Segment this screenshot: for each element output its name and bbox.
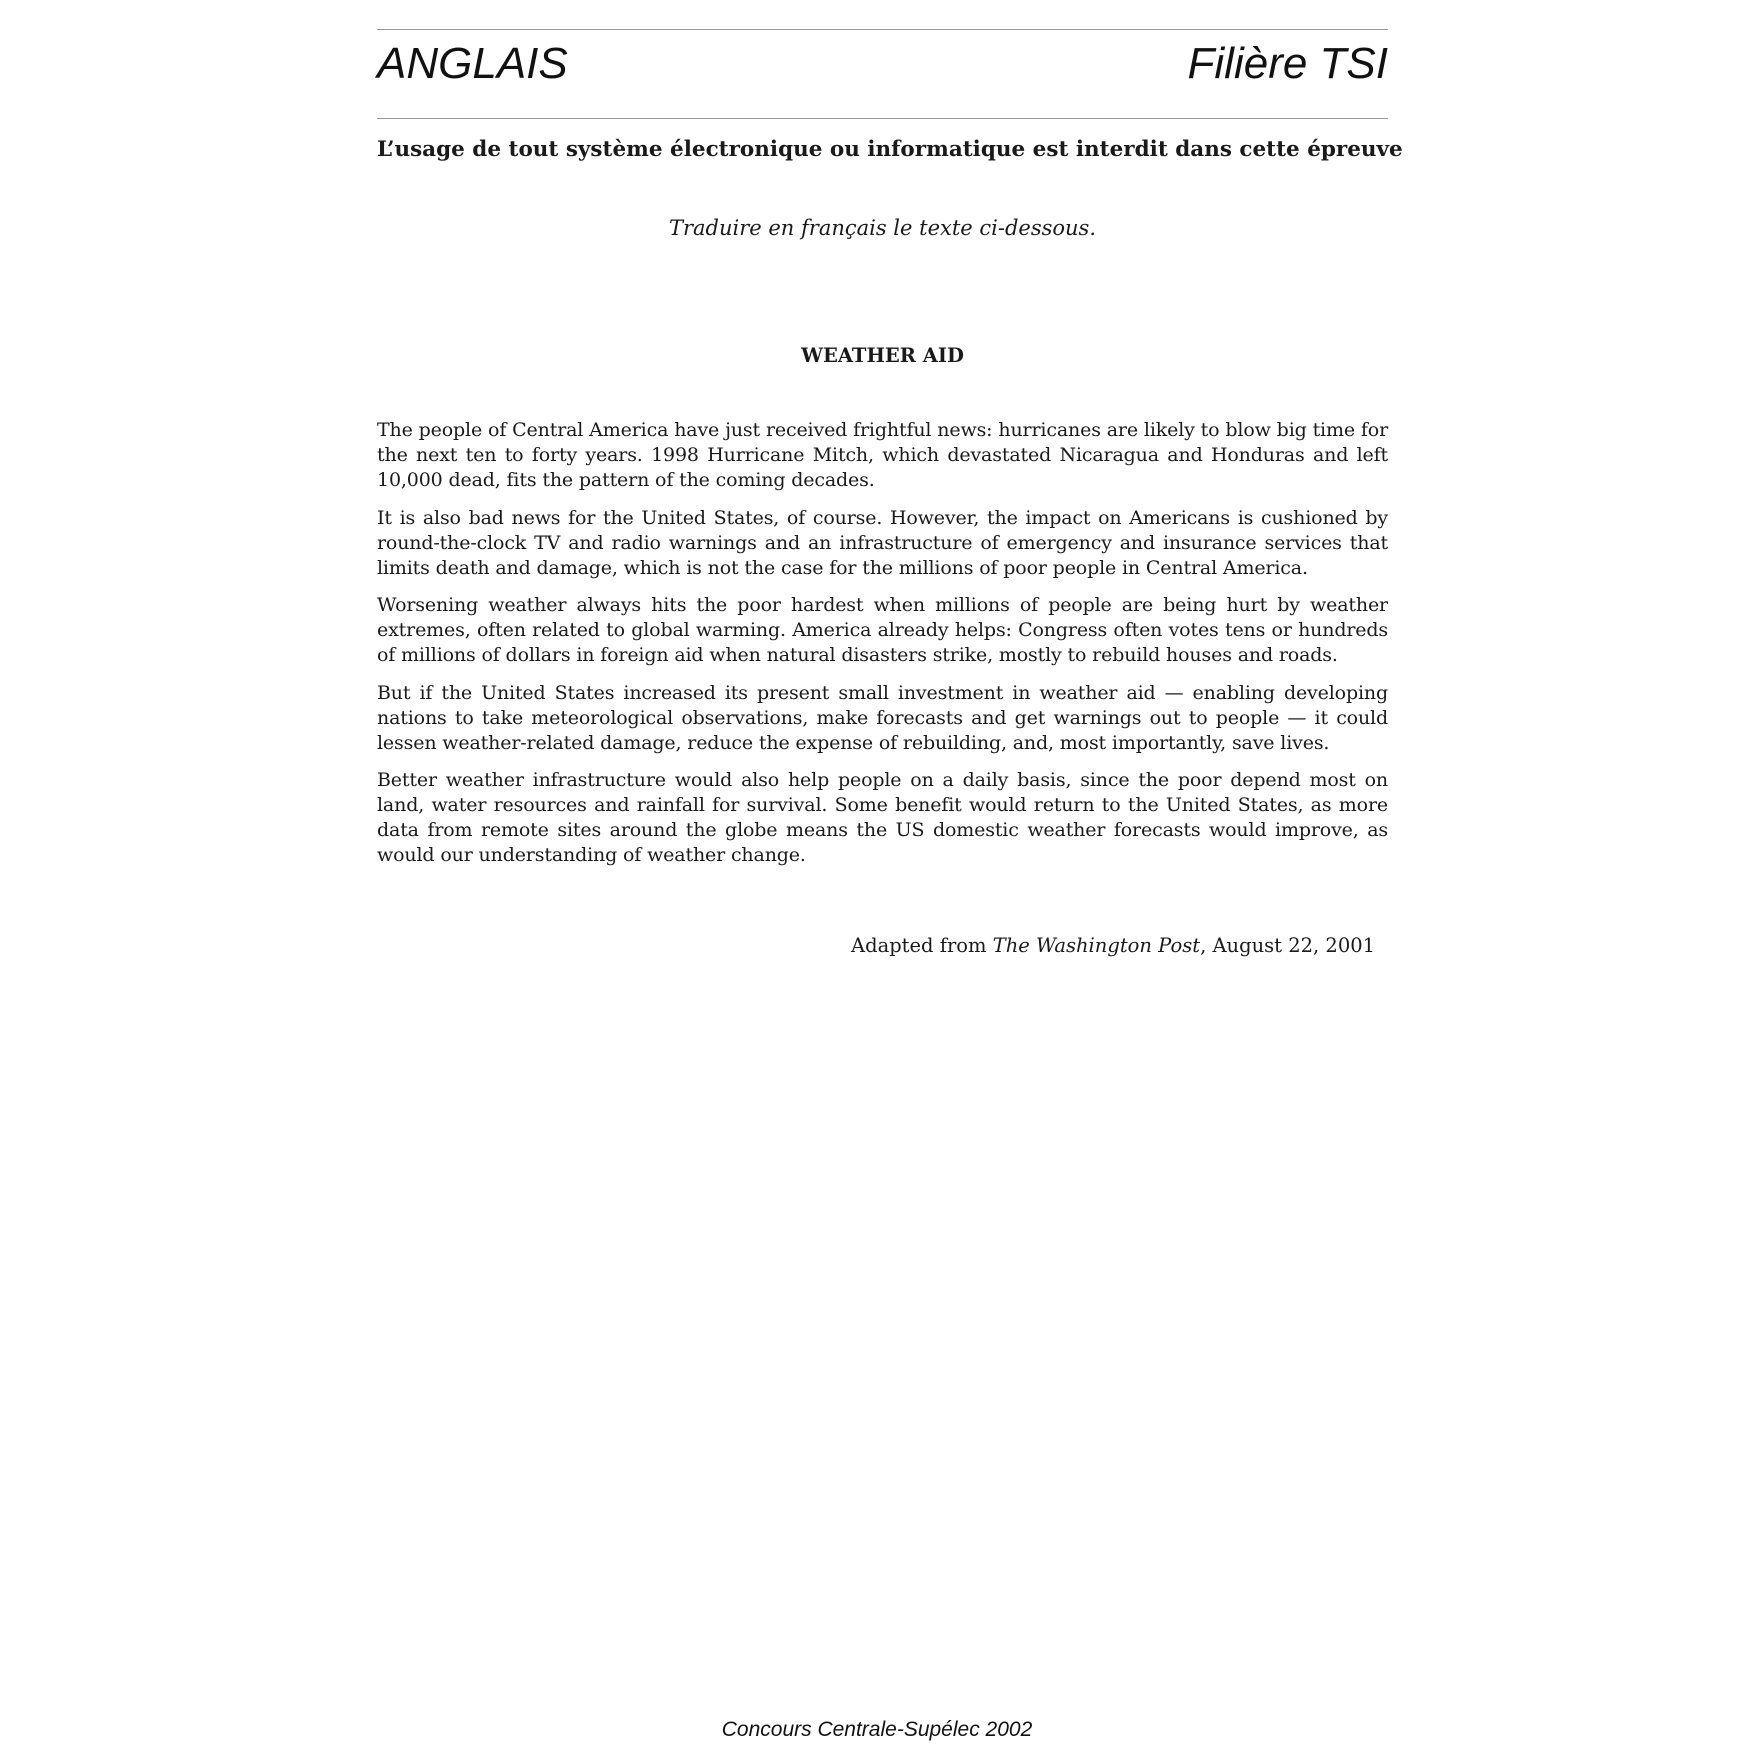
source-publication: The Washington Post bbox=[992, 934, 1201, 957]
source-date: , August 22, 2001 bbox=[1200, 934, 1376, 957]
article-paragraph: But if the United States increased its present small investment in weather aid — enabling developing nations to take meteorological observations, make forecasts and get warnings out to people — it could lessen weather-related damage, reduce the expense of rebuilding, and, most importantly, save lives. bbox=[377, 681, 1388, 754]
article-title: WEATHER AID bbox=[801, 344, 964, 367]
article-paragraph: Better weather infrastructure would also help people on a daily basis, since the poor depend most on land, water resources and rainfall for survival. Some benefit would return to the United States, as more data from remote sites around the globe means the US domestic weather forecasts would improve, as would our understanding of weather change. bbox=[377, 769, 1388, 866]
header-top-rule bbox=[377, 29, 1388, 30]
article-body bbox=[377, 418, 1388, 881]
article-paragraph: The people of Central America have just received frightful news: hurricanes are likely to blow big time for the next ten to forty years. 1998 Hurricane Mitch, which devastated Nicaragua and Honduras and left 10,000 dead, fits the pattern of the coming decades. bbox=[377, 419, 1388, 491]
source-citation bbox=[851, 932, 1375, 960]
article-paragraph: It is also bad news for the United States, of course. However, the impact on Americans is cushioned by round-the-clock TV and radio warnings and an infrastructure of emergency and insurance services that limits death and damage, which is not the case for the millions of poor people in Central America. bbox=[377, 506, 1388, 579]
source-prefix: Adapted from bbox=[851, 934, 993, 957]
header-bottom-rule bbox=[377, 118, 1388, 119]
exam-track: Filière TSI bbox=[1187, 39, 1388, 88]
translation-instruction: Traduire en français le texte ci-dessous. bbox=[668, 216, 1096, 240]
article-paragraph: Worsening weather always hits the poor hardest when millions of people are being hurt by weather extremes, often related to global warming. America already helps: Congress often votes tens or hundreds of millions of dollars in foreign aid when natural disasters strike, mostly to rebuild houses and roads. bbox=[377, 594, 1388, 666]
page-footer: Concours Centrale-Supélec 2002 bbox=[721, 1718, 1033, 1741]
electronics-warning: L’usage de tout système électronique ou informatique est interdit dans cette épreuve bbox=[377, 137, 1403, 162]
exam-subject: ANGLAIS bbox=[377, 39, 568, 88]
